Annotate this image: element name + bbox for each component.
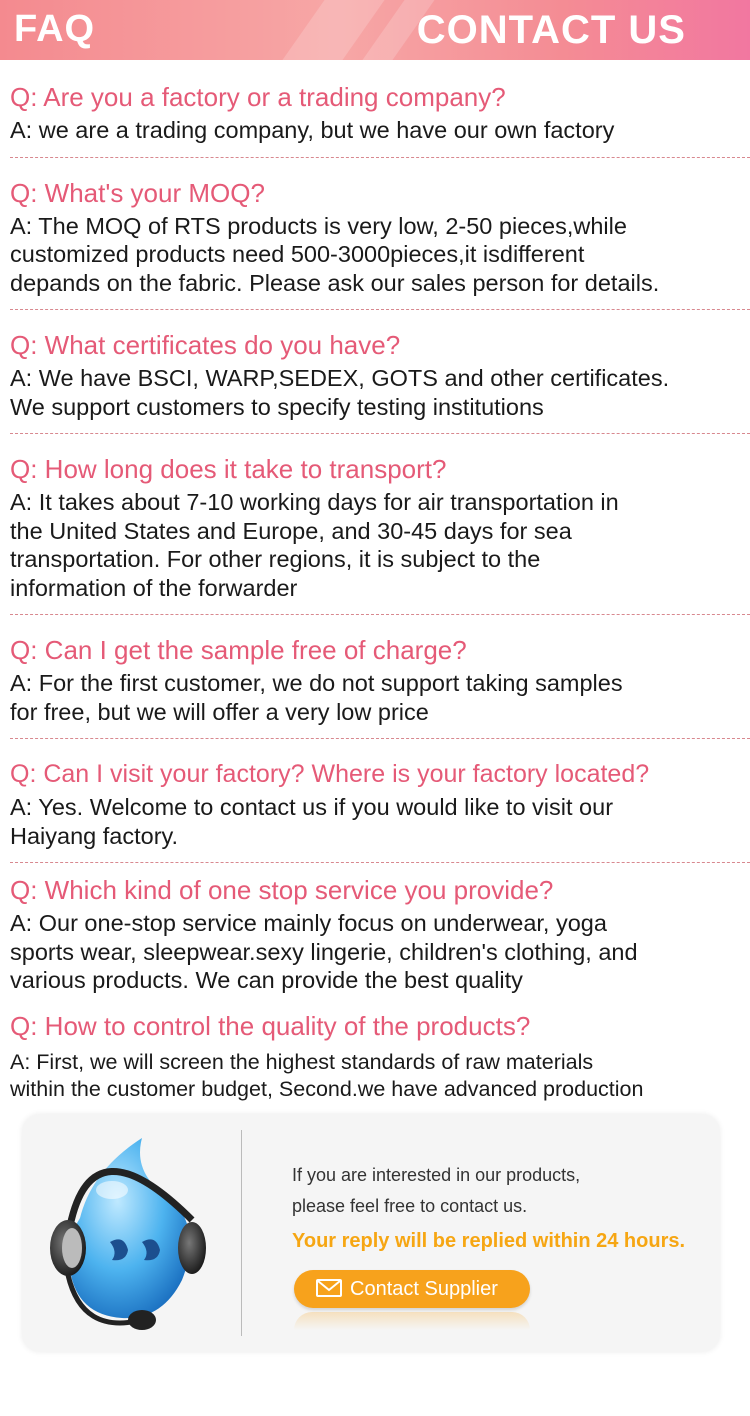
faq-question: Q: What's your MOQ? xyxy=(10,177,265,208)
faq-answer: A: Our one-stop service mainly focus on underwear, yoga sports wear, sleepwear.sexy lingerie, children's clothing, and various products. We can provide the best quality xyxy=(10,910,638,993)
contact-supplier-button[interactable] xyxy=(294,1270,530,1308)
contact-intro-line: please feel free to contact us. xyxy=(292,1196,528,1216)
card-divider xyxy=(241,1130,242,1336)
faq-item xyxy=(10,158,750,311)
faq-answer: A: It takes about 7-10 working days for air transportation in the United States and Europe, and 30-45 days for sea transportation. For other regions, it is subject to the information of the forwarder xyxy=(10,489,619,601)
faq-question: Q: What certificates do you have? xyxy=(10,330,401,360)
headset-mascot-icon xyxy=(32,1130,222,1340)
faq-item xyxy=(10,434,750,615)
faq-question: Q: How long does it take to transport? xyxy=(10,454,447,484)
faq-question: Q: Are you a factory or a trading company? xyxy=(10,82,506,112)
faq-list xyxy=(0,60,750,1115)
contact-intro xyxy=(292,1160,580,1222)
faq-item xyxy=(10,739,750,863)
faq-title: FAQ xyxy=(14,8,96,50)
faq-item xyxy=(10,1001,750,1115)
faq-question: Q: How to control the quality of the products? xyxy=(10,1010,531,1041)
faq-answer: A: Yes. Welcome to contact us if you would like to visit our Haiyang factory. xyxy=(10,794,614,849)
button-reflection xyxy=(294,1312,530,1330)
envelope-icon xyxy=(316,1279,342,1297)
faq-question: Q: Can I visit your factory? Where is your factory located? xyxy=(10,760,650,788)
faq-item xyxy=(10,60,750,158)
faq-answer: A: We have BSCI, WARP,SEDEX, GOTS and other certificates. We support customers to specify testing institutions xyxy=(10,365,670,420)
faq-answer: A: we are a trading company, but we have our own factory xyxy=(10,117,615,143)
faq-question: Q: Can I get the sample free of charge? xyxy=(10,635,467,665)
contact-card xyxy=(22,1114,720,1352)
faq-answer: A: For the first customer, we do not support taking samples for free, but we will offer a very low price xyxy=(10,670,623,725)
reply-notice: Your reply will be replied within 24 hours. xyxy=(292,1230,686,1252)
contact-supplier-label: Contact Supplier xyxy=(350,1278,498,1300)
header-banner xyxy=(0,0,750,60)
contact-us-title: CONTACT US xyxy=(416,8,686,52)
contact-intro-line: If you are interested in our products, xyxy=(292,1165,581,1185)
faq-answer: A: First, we will screen the highest standards of raw materials within the customer budget, Second.we have advanced production xyxy=(10,1049,644,1101)
faq-item xyxy=(10,863,750,1001)
faq-item xyxy=(10,615,750,739)
faq-answer: A: The MOQ of RTS products is very low, 2-50 pieces,while customized products need 500-3000pieces,it isdifferent depands on the fabric. Please ask our sales person for details. xyxy=(10,212,660,296)
faq-question: Q: Which kind of one stop service you provide? xyxy=(10,875,554,905)
faq-item xyxy=(10,310,750,434)
